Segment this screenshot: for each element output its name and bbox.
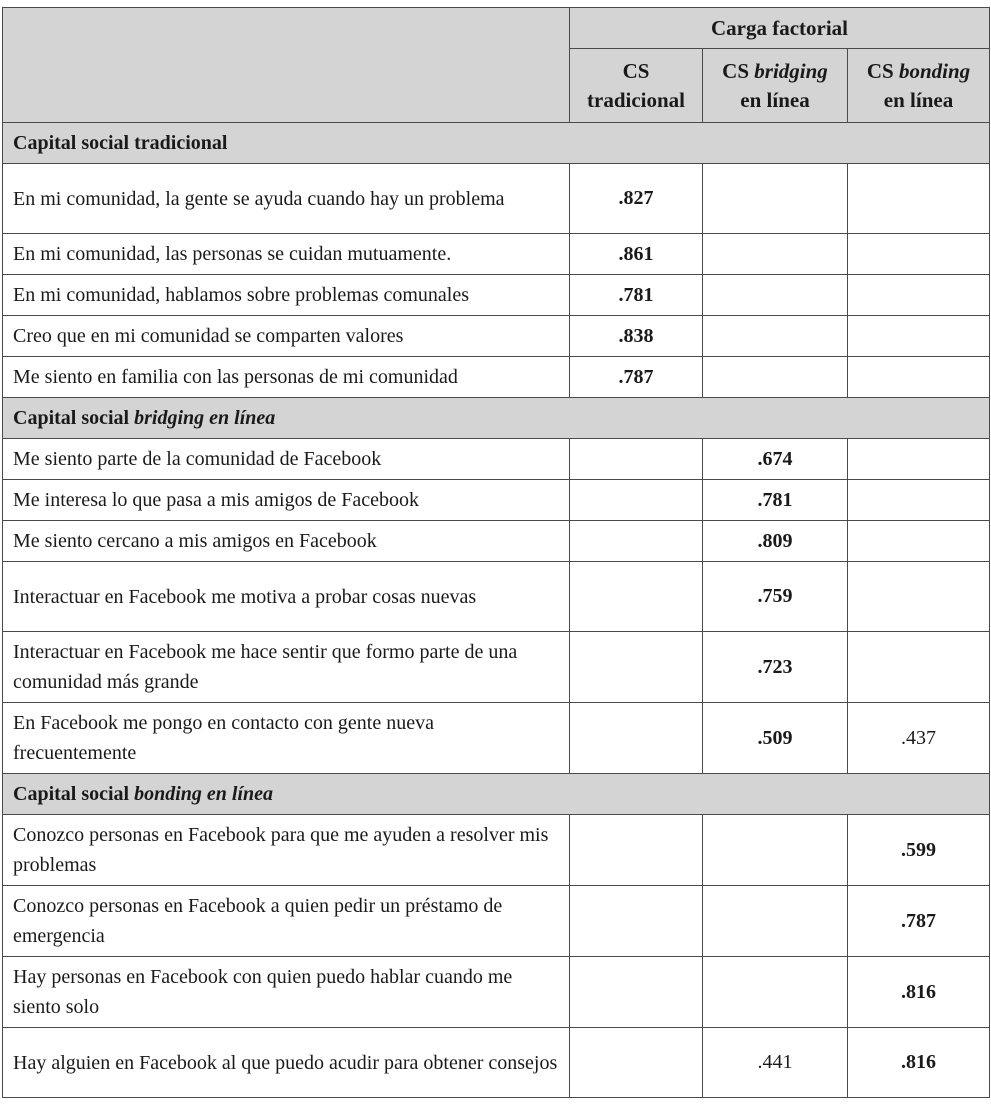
loading-cell: .781 bbox=[570, 275, 703, 316]
loading-cell: .509 bbox=[703, 703, 848, 774]
item-text: Conozco personas en Facebook a quien pedir un préstamo de emergencia bbox=[3, 886, 570, 957]
loading-cell bbox=[703, 275, 848, 316]
loading-cell bbox=[570, 480, 703, 521]
loading-cell bbox=[570, 815, 703, 886]
section-title-italic: bonding en línea bbox=[134, 782, 274, 805]
loading-cell bbox=[703, 886, 848, 957]
header-col2-cs: CS bbox=[722, 58, 750, 83]
item-text: En mi comunidad, la gente se ayuda cuando hay un problema bbox=[3, 164, 570, 234]
loading-cell: .827 bbox=[570, 164, 703, 234]
table-body bbox=[3, 123, 990, 1098]
item-text: Conozco personas en Facebook para que me ayuden a resolver mis problemas bbox=[3, 815, 570, 886]
section-title-italic: bridging en línea bbox=[134, 406, 276, 429]
loading-cell bbox=[848, 316, 990, 357]
table-row bbox=[3, 632, 990, 703]
item-text: En mi comunidad, hablamos sobre problemas comunales bbox=[3, 275, 570, 316]
item-text: Hay personas en Facebook con quien puedo hablar cuando me siento solo bbox=[3, 957, 570, 1028]
loading-cell bbox=[848, 632, 990, 703]
table-row bbox=[3, 357, 990, 398]
loading-cell: .674 bbox=[703, 439, 848, 480]
table-row bbox=[3, 275, 990, 316]
loading-cell: .781 bbox=[703, 480, 848, 521]
loading-cell: .723 bbox=[703, 632, 848, 703]
loading-cell bbox=[570, 886, 703, 957]
loading-cell bbox=[848, 562, 990, 632]
section-header bbox=[3, 123, 990, 164]
section-title bbox=[3, 123, 990, 164]
loading-cell bbox=[848, 480, 990, 521]
loading-cell bbox=[570, 632, 703, 703]
header-col2-line2: en línea bbox=[740, 87, 810, 112]
loading-cell: .838 bbox=[570, 316, 703, 357]
loading-cell bbox=[703, 815, 848, 886]
item-text: Creo que en mi comunidad se comparten valores bbox=[3, 316, 570, 357]
loading-cell bbox=[848, 521, 990, 562]
table-row bbox=[3, 957, 990, 1028]
item-text: Me siento cercano a mis amigos en Facebook bbox=[3, 521, 570, 562]
loading-cell bbox=[703, 957, 848, 1028]
loading-cell bbox=[570, 1028, 703, 1098]
item-text: Me siento parte de la comunidad de Facebook bbox=[3, 439, 570, 480]
table-row bbox=[3, 1028, 990, 1098]
loading-cell bbox=[570, 562, 703, 632]
loading-cell bbox=[848, 275, 990, 316]
section-title-plain: Capital social tradicional bbox=[13, 131, 228, 154]
section-header bbox=[3, 398, 990, 439]
table-row bbox=[3, 480, 990, 521]
header-col-cs-bridging bbox=[703, 49, 848, 123]
table-row bbox=[3, 521, 990, 562]
header-col3-cs: CS bbox=[866, 58, 894, 83]
loading-cell: .809 bbox=[703, 521, 848, 562]
loading-cell: .599 bbox=[848, 815, 990, 886]
loading-cell: .787 bbox=[570, 357, 703, 398]
item-text: Me siento en familia con las personas de mi comunidad bbox=[3, 357, 570, 398]
loading-cell bbox=[570, 521, 703, 562]
header-col1-line2: tradicional bbox=[587, 87, 685, 112]
loading-cell: .816 bbox=[848, 957, 990, 1028]
header-col3-line2: en línea bbox=[883, 87, 954, 112]
loading-cell: .441 bbox=[703, 1028, 848, 1098]
section-header bbox=[3, 774, 990, 815]
loading-cell bbox=[848, 234, 990, 275]
header-col3-bonding: bonding bbox=[898, 58, 971, 83]
loading-cell bbox=[703, 357, 848, 398]
loading-cell bbox=[848, 439, 990, 480]
table-row bbox=[3, 703, 990, 774]
item-text: En mi comunidad, las personas se cuidan mutuamente. bbox=[3, 234, 570, 275]
table-row bbox=[3, 562, 990, 632]
header-col2-bridging: bridging bbox=[754, 58, 828, 83]
loading-cell bbox=[570, 703, 703, 774]
item-text: Hay alguien en Facebook al que puedo acudir para obtener consejos bbox=[3, 1028, 570, 1098]
table-row bbox=[3, 439, 990, 480]
header-col-cs-tradicional bbox=[570, 49, 703, 123]
loading-cell bbox=[570, 439, 703, 480]
header-col-cs-bonding bbox=[848, 49, 990, 123]
header-col1-line1: CS bbox=[622, 58, 650, 83]
loading-cell: .437 bbox=[848, 703, 990, 774]
loading-cell bbox=[703, 234, 848, 275]
loading-cell: .787 bbox=[848, 886, 990, 957]
table-row bbox=[3, 316, 990, 357]
section-title-plain: Capital social bbox=[13, 782, 135, 805]
table-row bbox=[3, 164, 990, 234]
item-text: En Facebook me pongo en contacto con gente nueva frecuentemente bbox=[3, 703, 570, 774]
loading-cell bbox=[703, 316, 848, 357]
table-row bbox=[3, 886, 990, 957]
loading-cell: .861 bbox=[570, 234, 703, 275]
loading-cell bbox=[848, 357, 990, 398]
loading-cell bbox=[703, 164, 848, 234]
factor-loadings-table bbox=[2, 7, 990, 1098]
header-item-column bbox=[3, 8, 570, 123]
table-row bbox=[3, 234, 990, 275]
item-text: Interactuar en Facebook me motiva a probar cosas nuevas bbox=[3, 562, 570, 632]
loading-cell: .759 bbox=[703, 562, 848, 632]
section-title bbox=[3, 774, 990, 815]
loading-cell bbox=[848, 164, 990, 234]
loading-cell: .816 bbox=[848, 1028, 990, 1098]
section-title bbox=[3, 398, 990, 439]
item-text: Me interesa lo que pasa a mis amigos de Facebook bbox=[3, 480, 570, 521]
item-text: Interactuar en Facebook me hace sentir que formo parte de una comunidad más grande bbox=[3, 632, 570, 703]
loading-cell bbox=[570, 957, 703, 1028]
section-title-plain: Capital social bbox=[13, 406, 135, 429]
header-group-label: Carga factorial bbox=[570, 8, 990, 49]
table-row bbox=[3, 815, 990, 886]
